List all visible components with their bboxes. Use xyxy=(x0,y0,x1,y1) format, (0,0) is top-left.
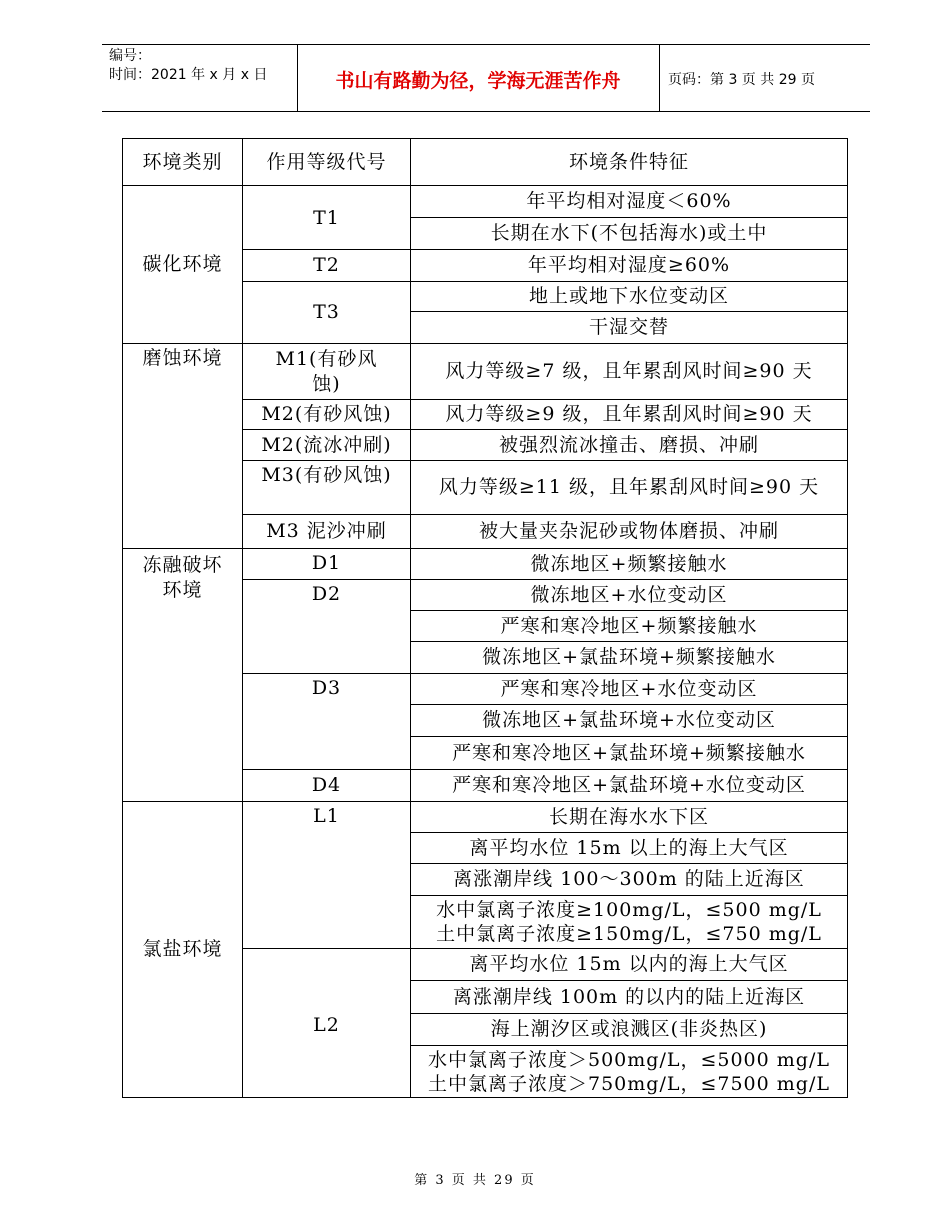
condition-line: 土中氯离子浓度≥150mg/L，≤750 mg/L xyxy=(436,923,822,945)
condition-cell: 地上或地下水位变动区 xyxy=(410,281,848,312)
header-motto: 书山有路勤为径，学海无涯苦作舟 xyxy=(335,70,621,92)
condition-line: 土中氯离子浓度＞750mg/L，≤7500 mg/L xyxy=(428,1072,830,1095)
condition-cell: 严寒和寒冷地区+氯盐环境+频繁接触水 xyxy=(410,736,848,770)
condition-cell: 严寒和寒冷地区+频繁接触水 xyxy=(410,610,848,642)
grade-t2: T2 xyxy=(242,249,411,282)
serial-label: 编号： xyxy=(109,48,151,64)
category-abrasion: 磨蚀环境 xyxy=(122,343,243,549)
condition-cell: 风力等级≥11 级，且年累刮风时间≥90 天 xyxy=(410,460,848,515)
condition-line: 水中氯离子浓度＞500mg/L，≤5000 mg/L xyxy=(428,1048,830,1071)
grade-l2: L2 xyxy=(242,948,411,1098)
header-page-info: 页码：第 3 页 共 29 页 xyxy=(668,72,815,88)
condition-cell: 离平均水位 15m 以内的海上大气区 xyxy=(410,948,848,981)
condition-cell: 被强烈流冰撞击、磨损、冲刷 xyxy=(410,429,848,461)
condition-cell: 微冻地区+氯盐环境+频繁接触水 xyxy=(410,641,848,674)
condition-cell: 微冻地区+氯盐环境+水位变动区 xyxy=(410,704,848,737)
category-chloride: 氯盐环境 xyxy=(122,801,243,1098)
condition-cell: 风力等级≥7 级，且年累刮风时间≥90 天 xyxy=(410,343,848,400)
condition-cell: 风力等级≥9 级，且年累刮风时间≥90 天 xyxy=(410,399,848,430)
condition-cell xyxy=(410,895,848,949)
page-header xyxy=(102,44,870,112)
header-meta xyxy=(109,47,267,85)
condition-cell: 离平均水位 15m 以上的海上大气区 xyxy=(410,832,848,864)
condition-cell: 年平均相对湿度≥60% xyxy=(410,249,848,282)
page-footer: 第 3 页 共 29 页 xyxy=(414,1173,536,1188)
condition-cell: 严寒和寒冷地区+氯盐环境+水位变动区 xyxy=(410,769,848,802)
header-divider xyxy=(297,45,298,111)
condition-cell: 被大量夹杂泥砂或物体磨损、冲刷 xyxy=(410,514,848,549)
grade-l1: L1 xyxy=(242,801,411,949)
grade-t1: T1 xyxy=(242,185,411,250)
grade-d3: D3 xyxy=(242,673,411,770)
col-header-category: 环境类别 xyxy=(122,138,243,186)
condition-cell: 干湿交替 xyxy=(410,311,848,344)
date-text: 时间：2021 年 x 月 x 日 xyxy=(109,67,268,83)
condition-cell: 海上潮汐区或浪溅区(非炎热区) xyxy=(410,1013,848,1046)
grade-d4: D4 xyxy=(242,769,411,802)
condition-cell: 年平均相对湿度＜60% xyxy=(410,185,848,218)
condition-cell: 长期在海水水下区 xyxy=(410,801,848,833)
grade-m2-sand: M2(有砂风蚀) xyxy=(242,399,411,430)
grade-m3-silt: M3 泥沙冲刷 xyxy=(242,514,411,549)
grade-m1: M1(有砂风蚀) xyxy=(242,343,411,400)
grade-d1: D1 xyxy=(242,548,411,580)
condition-cell: 微冻地区+频繁接触水 xyxy=(410,548,848,580)
condition-cell: 微冻地区+水位变动区 xyxy=(410,579,848,611)
category-freeze-thaw: 冻融破坏环境 xyxy=(122,548,243,802)
condition-cell xyxy=(410,1045,848,1098)
grade-d2: D2 xyxy=(242,579,411,674)
header-divider xyxy=(659,45,660,111)
grade-m3-sand: M3(有砂风蚀) xyxy=(242,460,411,515)
grade-m2-ice: M2(流冰冲刷) xyxy=(242,429,411,461)
category-carbonation: 碳化环境 xyxy=(122,185,243,344)
grade-t3: T3 xyxy=(242,281,411,344)
environment-table xyxy=(123,139,849,1099)
condition-cell: 离涨潮岸线 100m 的以内的陆上近海区 xyxy=(410,980,848,1014)
condition-line: 水中氯离子浓度≥100mg/L，≤500 mg/L xyxy=(436,899,822,921)
col-header-condition: 环境条件特征 xyxy=(410,138,848,186)
condition-cell: 离涨潮岸线 100～300m 的陆上近海区 xyxy=(410,863,848,896)
condition-cell: 长期在水下(不包括海水)或土中 xyxy=(410,217,848,250)
col-header-grade: 作用等级代号 xyxy=(242,138,411,186)
condition-cell: 严寒和寒冷地区+水位变动区 xyxy=(410,673,848,705)
